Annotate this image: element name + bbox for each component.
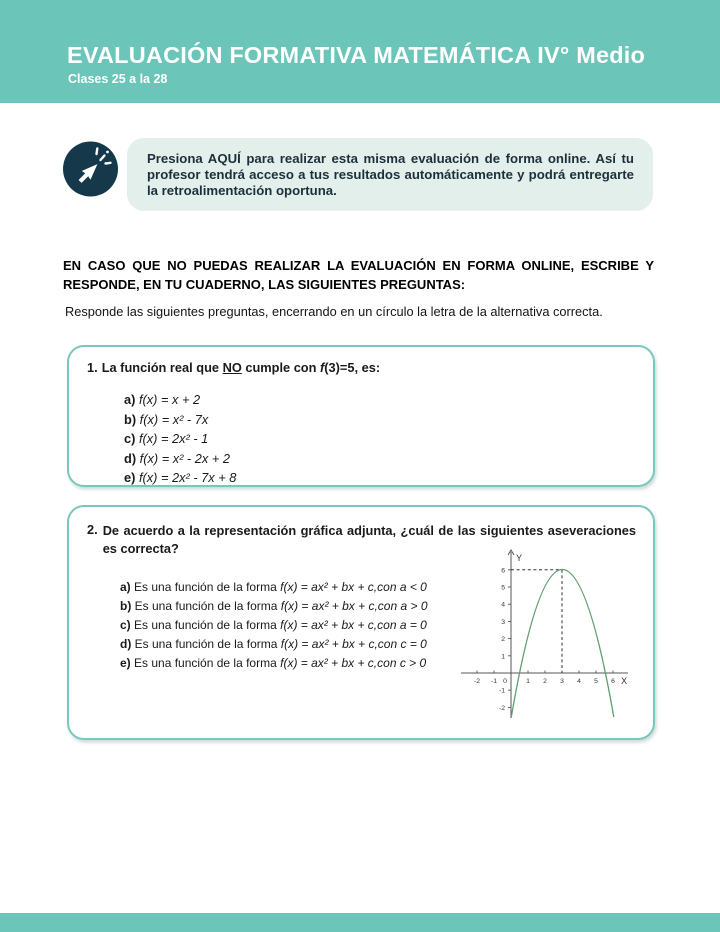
question-2-number: 2. xyxy=(87,522,98,537)
y-tick-label: 1 xyxy=(501,653,505,661)
option-letter: d) xyxy=(120,637,132,651)
x-tick-label: 1 xyxy=(526,678,530,685)
x-tick-label: 2 xyxy=(543,678,547,685)
option-prefix: Es una función de la forma xyxy=(134,656,281,670)
option-prefix: Es una función de la forma xyxy=(134,618,281,632)
question-2-box xyxy=(67,505,655,740)
parabola-curve xyxy=(511,570,614,718)
option-1b xyxy=(124,410,653,430)
option-1d xyxy=(124,449,653,469)
y-tick-label: -1 xyxy=(498,687,505,695)
question-1-text-mid: cumple con xyxy=(241,360,320,375)
option-letter: a) xyxy=(124,392,136,407)
footer-bar xyxy=(0,913,720,932)
y-tick-label: -2 xyxy=(498,704,505,712)
question-1-box xyxy=(67,345,655,487)
option-formula: f(x) = ax² + bx + c,con a > 0 xyxy=(280,599,428,613)
question-1-title xyxy=(87,360,635,375)
callout-text: Presiona AQUÍ para realizar esta misma evaluación de forma online. Así tu profesor tendrá acceso a tus resultados automáticamente y podrá entregarte la retroalimentación oportuna. xyxy=(147,151,634,198)
question-1-options xyxy=(124,390,653,488)
question-2-text: De acuerdo a la representación gráfica adjunta, ¿cuál de las siguientes aseveraciones es correcta? xyxy=(102,523,636,556)
option-letter: e) xyxy=(124,470,136,485)
option-letter: b) xyxy=(120,599,132,613)
y-tick-label: 5 xyxy=(501,584,505,592)
option-formula: f(x) = ax² + bx + c,con a < 0 xyxy=(280,580,427,594)
x-tick-label: 5 xyxy=(594,678,598,685)
option-letter: d) xyxy=(124,450,137,466)
f-symbol: f xyxy=(320,360,325,375)
x-tick-label: -2 xyxy=(473,678,481,685)
option-prefix: Es una función de la forma xyxy=(134,599,281,613)
online-callout xyxy=(62,138,653,211)
y-axis-label: Y xyxy=(516,553,523,563)
option-1e xyxy=(124,468,653,488)
question-1-text-end: (3)=5, es: xyxy=(324,360,381,375)
y-tick-label: 2 xyxy=(501,636,505,644)
option-1c xyxy=(124,429,653,449)
question-1-number: 1. xyxy=(87,360,98,375)
option-prefix: Es una función de la forma xyxy=(134,580,281,594)
option-letter: b) xyxy=(124,411,137,427)
y-tick-label: 6 xyxy=(501,567,505,575)
parabola-graph xyxy=(447,546,652,738)
option-1a xyxy=(124,390,653,410)
option-formula: f(x) = ax² + bx + c,con c > 0 xyxy=(280,656,427,670)
option-letter: c) xyxy=(124,431,136,446)
option-formula: f(x) = 2x² - 7x + 8 xyxy=(138,470,237,485)
question-1-text: La función real que xyxy=(101,360,223,375)
option-letter: e) xyxy=(120,656,131,670)
option-letter: a) xyxy=(120,580,131,594)
option-formula: f(x) = ax² + bx + c,con a = 0 xyxy=(280,618,427,632)
option-letter: c) xyxy=(120,618,131,632)
header-banner xyxy=(0,0,720,103)
x-tick-label: 3 xyxy=(560,678,564,685)
x-tick-label: 4 xyxy=(577,678,581,685)
x-tick-label: -1 xyxy=(490,678,498,685)
x-axis-label: X xyxy=(621,676,628,686)
option-formula: f(x) = x + 2 xyxy=(138,392,201,407)
option-formula: f(x) = 2x² - 1 xyxy=(138,431,209,446)
option-prefix: Es una función de la forma xyxy=(134,637,281,651)
x-tick-label: 0 xyxy=(503,678,507,685)
underlined-no: NO xyxy=(222,360,242,375)
y-tick-label: 4 xyxy=(501,601,505,609)
online-link-box[interactable] xyxy=(127,138,653,211)
page-subtitle: Clases 25 a la 28 xyxy=(68,72,168,86)
vertex-guides xyxy=(511,570,562,673)
option-formula: f(x) = x² - 7x xyxy=(139,411,209,427)
page-title: EVALUACIÓN FORMATIVA MATEMÁTICA IV° Medio xyxy=(67,42,646,68)
option-formula: f(x) = x² - 2x + 2 xyxy=(139,450,230,466)
option-formula: f(x) = ax² + bx + c,con c = 0 xyxy=(280,637,427,651)
click-cursor-icon xyxy=(62,139,119,199)
respond-instruction: Responde las siguientes preguntas, encerrando en un círculo la letra de la alternativa correcta. xyxy=(65,304,603,319)
y-tick-label: 3 xyxy=(501,618,505,626)
offline-instruction: EN CASO QUE NO PUEDAS REALIZAR LA EVALUACIÓN EN FORMA ONLINE, ESCRIBE Y RESPONDE, EN TU CUADERNO, LAS SIGUIENTES PREGUNTAS: xyxy=(63,258,654,292)
x-tick-label: 6 xyxy=(611,678,615,685)
